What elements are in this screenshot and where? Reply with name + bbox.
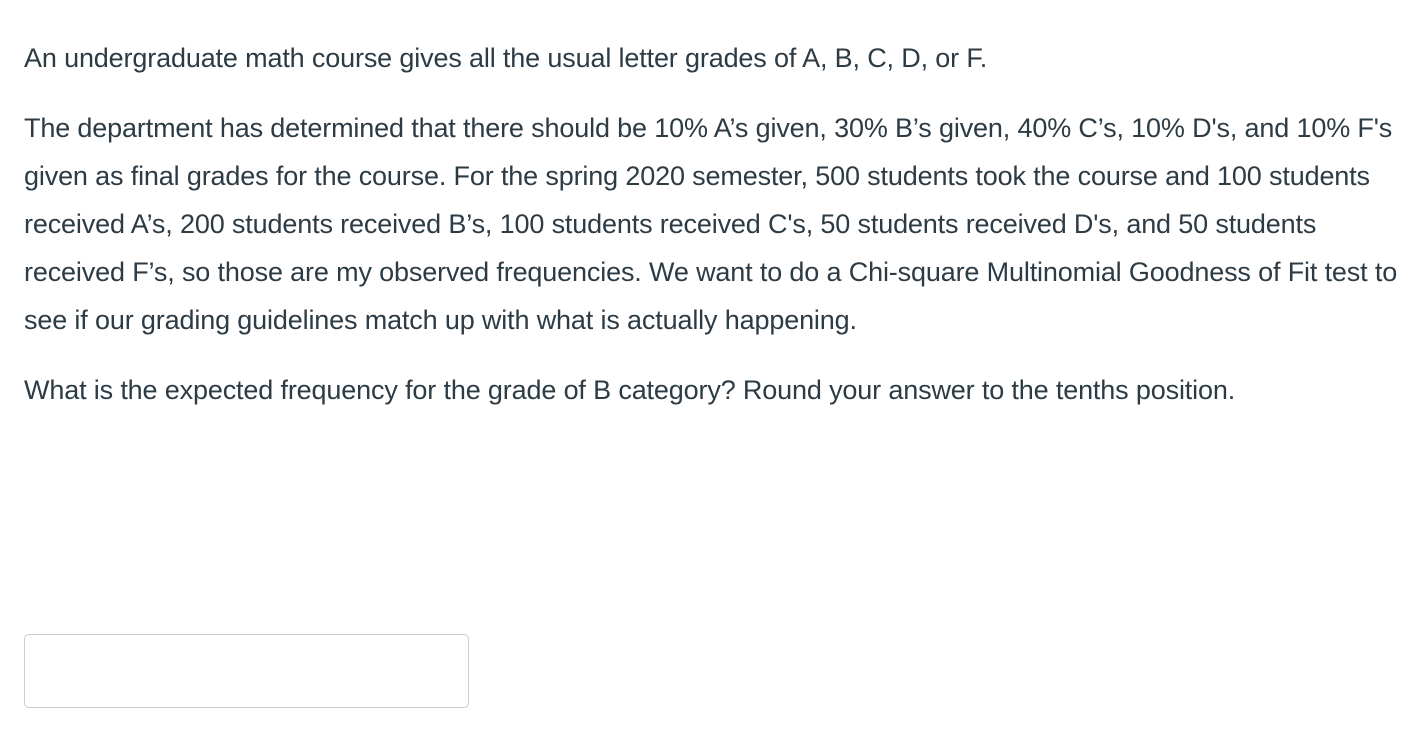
- question-details: The department has determined that there should be 10% A’s given, 30% B’s given, 40% C’s, 10% D's, and 10% F's given as final grades for the course. For the spring 2020 semester, 500 students took the course and 100 students received A’s, 200 students received B’s, 100 students received C's, 50 students received D's, and 50 students received F’s, so those are my observed frequencies. We want to do a Chi-square Multinomial Goodness of Fit test to see if our grading guidelines match up with what is actually happening.: [24, 113, 1398, 335]
- question-prompt: What is the expected frequency for the grade of B category? Round your answer to the tenths position.: [24, 375, 1236, 405]
- answer-input[interactable]: [24, 634, 469, 708]
- question-text: [24, 34, 1402, 436]
- question-intro: An undergraduate math course gives all the usual letter grades of A, B, C, D, or F.: [24, 43, 988, 73]
